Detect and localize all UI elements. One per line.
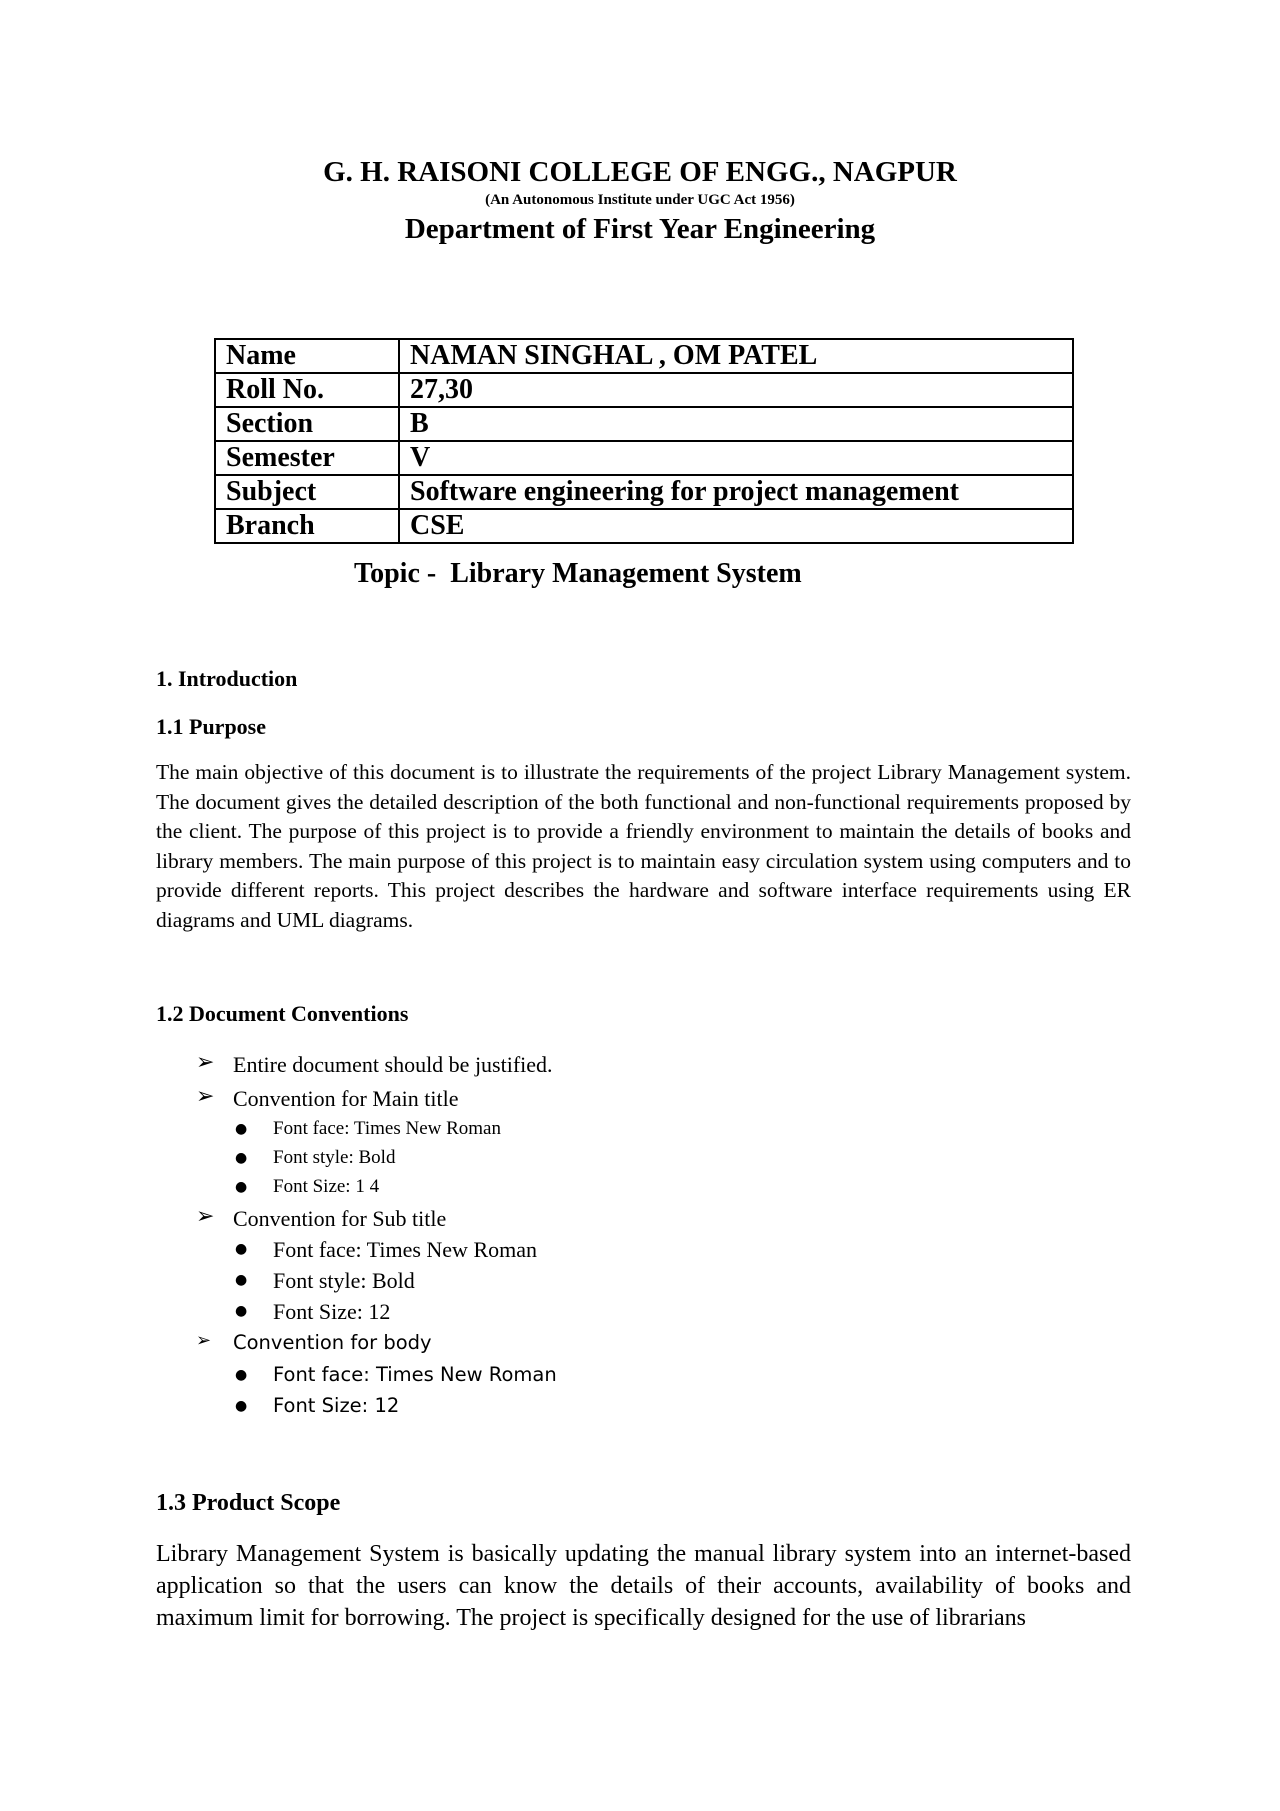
row-value: Software engineering for project management bbox=[399, 475, 1073, 509]
convention-item: Convention for Sub title bbox=[233, 1206, 447, 1231]
row-label: Semester bbox=[215, 441, 399, 475]
student-info-table bbox=[214, 338, 1074, 544]
convention-item: Convention for body bbox=[233, 1331, 432, 1354]
convention-sub-item: Font face: Times New Roman bbox=[273, 1237, 537, 1262]
row-value: B bbox=[399, 407, 1073, 441]
row-value: CSE bbox=[399, 509, 1073, 543]
dot-bullet-icon: ● bbox=[235, 1398, 248, 1414]
row-value: NAMAN SINGHAL , OM PATEL bbox=[399, 339, 1073, 373]
dot-bullet-icon: ● bbox=[235, 1121, 248, 1137]
row-label: Roll No. bbox=[215, 373, 399, 407]
convention-sub-item: Font Size: 12 bbox=[273, 1299, 391, 1324]
conventions-heading: 1.2 Document Conventions bbox=[156, 1001, 409, 1026]
scope-paragraph: Library Management System is basically updating the manual library system into an internet-based application so that the users can know the details of their accounts, availability of books and maximum limit for borrowing. The project is specifically designed for the use of librarians bbox=[156, 1541, 1131, 1631]
row-value: 27,30 bbox=[399, 373, 1073, 407]
convention-sub-item: Font Size: 1 4 bbox=[273, 1176, 380, 1197]
dot-bullet-icon: ● bbox=[235, 1272, 248, 1288]
convention-sub-item: Font face: Times New Roman bbox=[273, 1118, 501, 1139]
scope-heading: 1.3 Product Scope bbox=[156, 1490, 341, 1516]
dot-bullet-icon: ● bbox=[235, 1241, 248, 1257]
arrow-bullet-icon: ➢ bbox=[196, 1084, 215, 1109]
convention-sub-item: Font Size: 12 bbox=[273, 1394, 400, 1417]
purpose-heading: 1.1 Purpose bbox=[156, 714, 266, 739]
arrow-bullet-icon: ➢ bbox=[196, 1330, 212, 1351]
topic-title: Topic - Library Management System bbox=[354, 558, 802, 589]
convention-sub-item: Font face: Times New Roman bbox=[273, 1363, 557, 1386]
convention-sub-item: Font style: Bold bbox=[273, 1268, 415, 1293]
arrow-bullet-icon: ➢ bbox=[196, 1204, 215, 1229]
row-value: V bbox=[399, 441, 1073, 475]
convention-item: Entire document should be justified. bbox=[233, 1052, 553, 1077]
row-label: Subject bbox=[215, 475, 399, 509]
dot-bullet-icon: ● bbox=[235, 1367, 248, 1383]
table-row bbox=[215, 509, 1073, 543]
introduction-heading: 1. Introduction bbox=[156, 666, 298, 691]
row-label: Branch bbox=[215, 509, 399, 543]
department-title: Department of First Year Engineering bbox=[404, 213, 876, 245]
autonomous-subtitle: (An Autonomous Institute under UGC Act 1956) bbox=[485, 192, 795, 208]
convention-sub-item: Font style: Bold bbox=[273, 1147, 396, 1168]
dot-bullet-icon: ● bbox=[235, 1150, 248, 1166]
table-row bbox=[215, 407, 1073, 441]
college-name: G. H. RAISONI COLLEGE OF ENGG., NAGPUR bbox=[323, 156, 957, 188]
table-row bbox=[215, 339, 1073, 373]
convention-item: Convention for Main title bbox=[233, 1086, 459, 1111]
table-row bbox=[215, 441, 1073, 475]
table-row bbox=[215, 373, 1073, 407]
purpose-paragraph: The main objective of this document is to illustrate the requirements of the project Library Management system. The document gives the detailed description of the both functional and non-functional requirements proposed by the client. The purpose of this project is to provide a friendly environment to maintain the details of books and library members. The main purpose of this project is to maintain easy circulation system using computers and to provide different reports. This project describes the hardware and software interface requirements using ER diagrams and UML diagrams. bbox=[156, 760, 1131, 932]
dot-bullet-icon: ● bbox=[235, 1303, 248, 1319]
row-label: Section bbox=[215, 407, 399, 441]
row-label: Name bbox=[215, 339, 399, 373]
dot-bullet-icon: ● bbox=[235, 1179, 248, 1195]
table-row bbox=[215, 475, 1073, 509]
arrow-bullet-icon: ➢ bbox=[196, 1050, 215, 1075]
